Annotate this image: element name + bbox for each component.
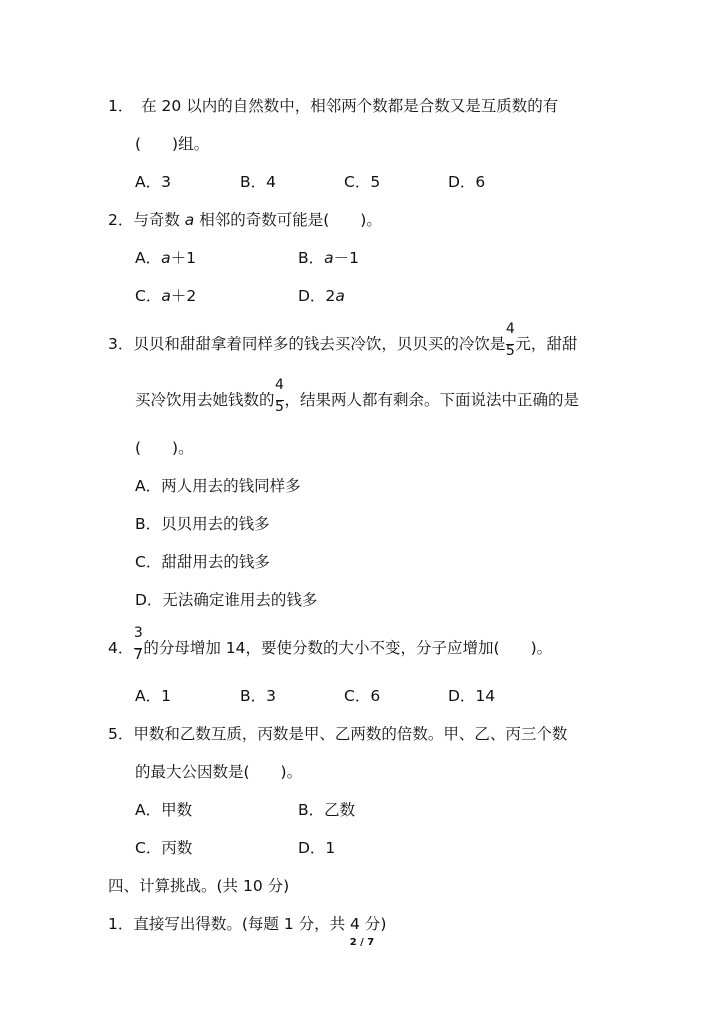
q1-option-b: B．4 xyxy=(240,173,276,191)
q2-option-c: C．a＋2 xyxy=(135,287,197,305)
question-3-text: 3．贝贝和甜甜拿着同样多的钱去买冷饮，贝贝买的冷饮是 $\frac{4}{5}$ 元，甜甜 xyxy=(108,321,578,359)
page-number: 2 / 7 xyxy=(349,937,375,948)
q2-option-a: A．a＋1 xyxy=(135,249,196,267)
section-4-heading: 四、计算挑战。(共 10 分) xyxy=(108,877,290,895)
q5-option-b: B．乙数 xyxy=(298,801,356,819)
question-3-text-cont: 买冷饮用去她钱数的 $\frac{4}{5}$ ，结果两人都有剩余。下面说法中正确的是 xyxy=(135,377,580,415)
q3-option-a: A．两人用去的钱同样多 xyxy=(135,477,301,495)
question-1-text-cont: ( )组。 xyxy=(135,135,210,153)
question-2-text: 2．与奇数 a 相邻的奇数可能是( )。 xyxy=(108,211,382,229)
variable-a: a xyxy=(184,211,195,229)
q3-option-b: B．贝贝用去的钱多 xyxy=(135,515,270,533)
fraction-four-fifths: $\frac{4}{5}$ xyxy=(275,377,284,415)
q5-option-c: C．丙数 xyxy=(135,839,193,857)
q4-option-b: B．3 xyxy=(240,687,276,705)
q3-option-c: C．甜甜用去的钱多 xyxy=(135,553,270,571)
q2-option-d: D．2a xyxy=(298,287,345,305)
fraction-three-sevenths: $\frac{3}{7}$ xyxy=(133,625,143,663)
question-3-blank: ( )。 xyxy=(135,439,194,457)
q1-option-c: C．5 xyxy=(344,173,381,191)
question-4-text: 4． $\frac{3}{7}$ 的分母增加 14，要使分数的大小不变，分子应增加( )。 xyxy=(108,625,553,663)
q4-option-d: D．14 xyxy=(448,687,496,705)
q5-option-d: D．1 xyxy=(298,839,336,857)
q1-option-d: D．6 xyxy=(448,173,486,191)
question-5-text: 5．甲数和乙数互质，丙数是甲、乙两数的倍数。甲、乙、丙三个数 xyxy=(108,725,568,743)
q4-option-a: A．1 xyxy=(135,687,171,705)
q5-option-a: A．甲数 xyxy=(135,801,193,819)
section-4-item-1: 1．直接写出得数。(每题 1 分，共 4 分) xyxy=(108,915,387,933)
question-1-text: 1． 在 20 以内的自然数中，相邻两个数都是合数又是互质数的有 xyxy=(108,97,559,115)
q4-option-c: C．6 xyxy=(344,687,381,705)
question-5-text-cont: 的最大公因数是( )。 xyxy=(135,763,303,781)
q3-option-d: D．无法确定谁用去的钱多 xyxy=(135,591,318,609)
q2-option-b: B．a－1 xyxy=(298,249,360,267)
fraction-four-fifths: $\frac{4}{5}$ xyxy=(505,321,515,359)
q1-option-a: A．3 xyxy=(135,173,171,191)
